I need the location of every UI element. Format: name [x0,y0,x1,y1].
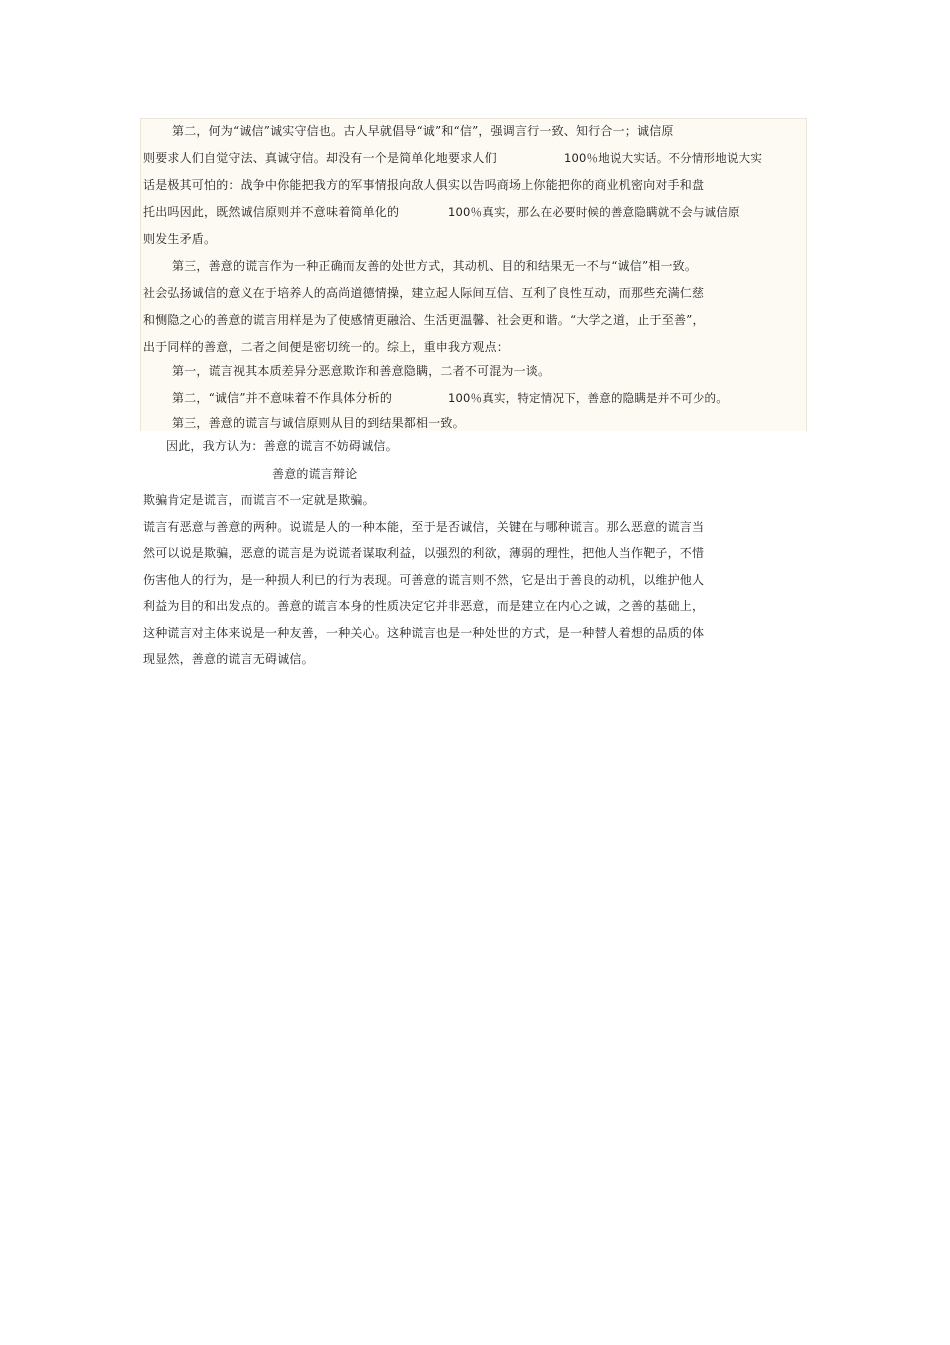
body-line: 这种谎言对主体来说是一种友善，一种关心。这种谎言也是一种处世的方式，是一种替人着想的品质的体 [143,626,705,640]
passage-line: 第二，何为“诚信”诚实守信也。古人早就倡导“诚”和“信”，强调言行一致、知行合一；诚信原 [172,124,674,138]
passage-line: 100％真实，特定情况下，善意的隐瞒是并不可少的。 [448,391,728,405]
passage-line: 则要求人们自觉守法、真诚守信。却没有一个是简单化地要求人们 [143,151,497,165]
body-line: 欺骗肯定是谎言，而谎言不一定就是欺骗。 [143,493,375,507]
passage-line: 和恻隐之心的善意的谎言用样是为了使感情更融洽、生活更温馨、社会更和谐。“大学之道，止于至善”， [143,313,705,327]
passage-line: 托出吗因此，既然诚信原则并不意味着简单化的 [143,205,400,219]
passage-line: 第一，谎言视其本质差异分恶意欺诈和善意隐瞒，二者不可混为一谈。 [172,364,551,378]
passage-line: 话是极其可怕的：战争中你能把我方的军事情报向敌人俱实以告吗商场上你能把你的商业机密向对手和盘 [143,178,705,192]
section-title: 善意的谎言辩论 [272,467,358,481]
passage-line: 社会弘扬诚信的意义在于培养人的高尚道德情操，建立起人际间互信、互利了良性互动，而那些充满仁慈 [143,286,705,300]
body-line: 然可以说是欺骗，恶意的谎言是为说谎者谋取利益，以强烈的利欲，薄弱的理性，把他人当作靶子，不惜 [143,546,705,560]
passage-line: 100％地说大实话。不分情形地说大实 [564,151,763,165]
passage-line: 100％真实，那么在必要时候的善意隐瞒就不会与诚信原 [448,205,740,219]
body-line: 利益为目的和出发点的。善意的谎言本身的性质决定它并非恶意，而是建立在内心之诚，之善的基础上， [143,599,705,613]
passage-line: 出于同样的善意，二者之间便是密切统一的。综上，重申我方观点： [143,340,510,354]
body-line: 谎言有恶意与善意的两种。说谎是人的一种本能，至于是否诚信，关键在与哪种谎言。那么恶意的谎言当 [143,520,705,534]
passage-line: 第二，“诚信”并不意味着不作具体分析的 [172,391,393,405]
passage-line: 则发生矛盾。 [143,232,217,246]
passage-line: 第三，善意的谎言作为一种正确而友善的处世方式，其动机、目的和结果无一不与“诚信”相一致。 [172,259,698,273]
body-line: 伤害他人的行为，是一种损人利已的行为表现。可善意的谎言则不然，它是出于善良的动机，以维护他人 [143,573,705,587]
passage-line: 第三，善意的谎言与诚信原则从目的到结果都相一致。 [172,416,465,430]
body-line: 现显然，善意的谎言无碍诚信。 [143,652,314,666]
conclusion-line: 因此，我方认为：善意的谎言不妨碍诚信。 [166,439,398,453]
